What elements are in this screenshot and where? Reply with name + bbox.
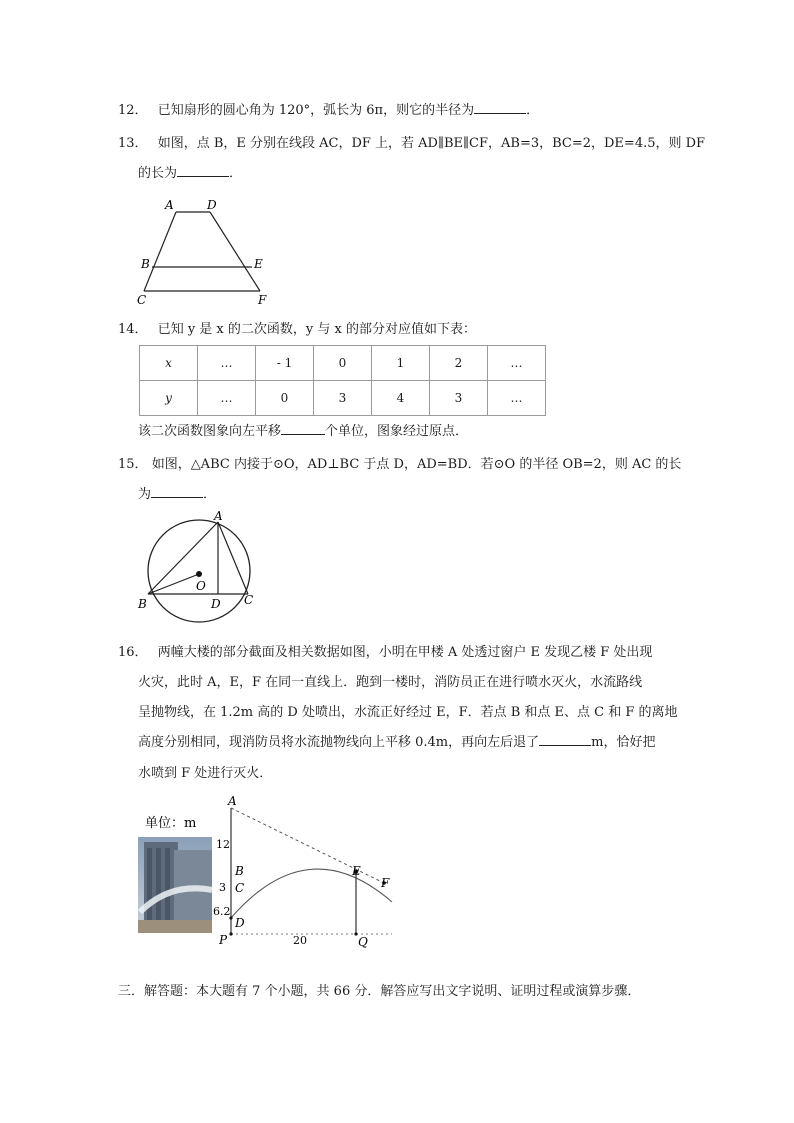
label-p: P — [219, 933, 228, 947]
label-b: B — [138, 597, 147, 611]
question-12 — [118, 101, 539, 121]
question-15 — [118, 455, 681, 475]
section-3-heading: 三．解答题：本大题有 7 个小题，共 66 分．解答应写出文字说明、证明过程或演算步骤． — [118, 984, 641, 999]
question-13-line2 — [138, 164, 242, 184]
question-end: ． — [229, 166, 243, 181]
question-number: 14． — [118, 322, 148, 337]
label-d: D — [207, 198, 217, 212]
table-cell: 0 — [256, 381, 314, 416]
table-cell: 3 — [430, 381, 488, 416]
question-16-line4 — [138, 733, 655, 753]
question-number: 12． — [118, 103, 148, 118]
dim-ab: 12 — [216, 838, 230, 851]
question-text: ，则它的半径为 — [383, 103, 475, 118]
label-a: A — [228, 794, 237, 808]
question-end: ． — [526, 103, 540, 118]
question-text: 呈抛物线，在 1.2m 高的 D 处喷出，水流正好经过 E，F．若点 B 和点 E、点 C 和 F 的离地 — [138, 705, 678, 720]
question-text: 如图，△ABC 内接于⊙O，AD⊥BC 于点 D，AD=BD．若⊙O 的半径 OB=2，则 AC 的长 — [151, 457, 682, 472]
circle-figure — [134, 511, 274, 623]
question-text: 的长为 — [138, 166, 178, 181]
table-cell: 3 — [314, 381, 372, 416]
segment-ab — [148, 522, 218, 594]
label-c: C — [137, 293, 147, 307]
question-text: 已知扇形的圆心角为 120°，弧长为 6 — [157, 103, 375, 118]
label-a: A — [214, 511, 223, 523]
question-16-line2 — [138, 673, 642, 693]
center-point — [196, 571, 202, 577]
table-cell: 2 — [430, 346, 488, 381]
table-cell: … — [198, 346, 256, 381]
question-text: 为 — [138, 487, 152, 502]
question-13 — [118, 134, 705, 154]
question-text: 水喷到 F 处进行灭火． — [138, 766, 273, 781]
question-16-line3 — [138, 703, 678, 723]
table-row — [140, 381, 546, 416]
question-text: 个单位，图象经过原点． — [325, 424, 469, 439]
table-cell: 4 — [372, 381, 430, 416]
label-c: C — [235, 881, 245, 895]
label-d: D — [211, 597, 221, 611]
table-cell: - 1 — [256, 346, 314, 381]
answer-blank[interactable] — [151, 485, 203, 498]
dim-cp: 6.2 — [213, 905, 231, 918]
sight-line-af — [231, 808, 384, 883]
segment-bo — [148, 574, 199, 594]
question-number: 13． — [118, 136, 148, 151]
value-table — [139, 345, 546, 416]
building-photo — [138, 837, 212, 933]
label-a: A — [165, 198, 174, 212]
dim-pq: 20 — [293, 934, 307, 947]
question-text: 火灾，此时 A，E，F 在同一直线上．跑到一楼时，消防员正在进行喷水灭火，水流路线 — [138, 675, 643, 690]
label-f: F — [381, 876, 390, 890]
question-text: 高度分别相同，现消防员将水流抛物线向上平移 0.4m，再向左后退了 — [138, 735, 540, 750]
question-16 — [118, 643, 652, 663]
table-cell: … — [488, 381, 546, 416]
question-text: 已知 y 是 x 的二次函数，y 与 x 的部分对应值如下表： — [157, 322, 476, 337]
answer-blank[interactable] — [177, 164, 229, 177]
label-o: O — [196, 579, 206, 593]
section-heading — [118, 982, 640, 1002]
question-number: 16． — [118, 645, 148, 660]
table-cell: … — [488, 346, 546, 381]
label-f: F — [258, 293, 267, 307]
water-parabola — [231, 869, 392, 918]
trapezoid-figure — [130, 192, 290, 307]
question-14-tail — [138, 422, 468, 442]
question-15-line2 — [138, 485, 216, 505]
building-figure — [130, 792, 400, 952]
pi-symbol: π — [374, 103, 384, 118]
point-p — [229, 932, 232, 935]
label-e: E — [254, 257, 263, 271]
question-text: 该二次函数图象向左平移 — [138, 424, 282, 439]
table-cell: 1 — [372, 346, 430, 381]
label-b: B — [141, 257, 150, 271]
label-q: Q — [358, 935, 368, 949]
label-d: D — [235, 916, 245, 930]
label-e: E — [352, 864, 361, 878]
table-cell: … — [198, 381, 256, 416]
answer-blank[interactable] — [281, 422, 325, 435]
question-number: 15． — [118, 457, 148, 472]
question-text: m，恰好把 — [591, 735, 656, 750]
table-cell: y — [140, 381, 198, 416]
dim-bc: 3 — [219, 881, 226, 894]
label-c: C — [244, 593, 254, 607]
table-row — [140, 346, 546, 381]
unit-label: 单位：m — [145, 816, 197, 831]
question-text: 如图，点 B，E 分别在线段 AC，DF 上，若 AD∥BE∥CF，AB=3，BC=2，DE=4.5，则 DF — [157, 136, 706, 151]
question-16-line5 — [138, 764, 272, 784]
table-cell: 0 — [314, 346, 372, 381]
answer-blank[interactable] — [539, 733, 591, 746]
label-b: B — [235, 864, 244, 878]
question-end: ． — [203, 487, 217, 502]
answer-blank[interactable] — [474, 101, 526, 114]
table-cell: x — [140, 346, 198, 381]
question-text: 两幢大楼的部分截面及相关数据如图，小明在甲楼 A 处透过窗户 E 发现乙楼 F 处出现 — [157, 645, 653, 660]
segment-ac — [144, 212, 176, 291]
question-14 — [118, 320, 476, 340]
segment-df — [210, 212, 260, 291]
